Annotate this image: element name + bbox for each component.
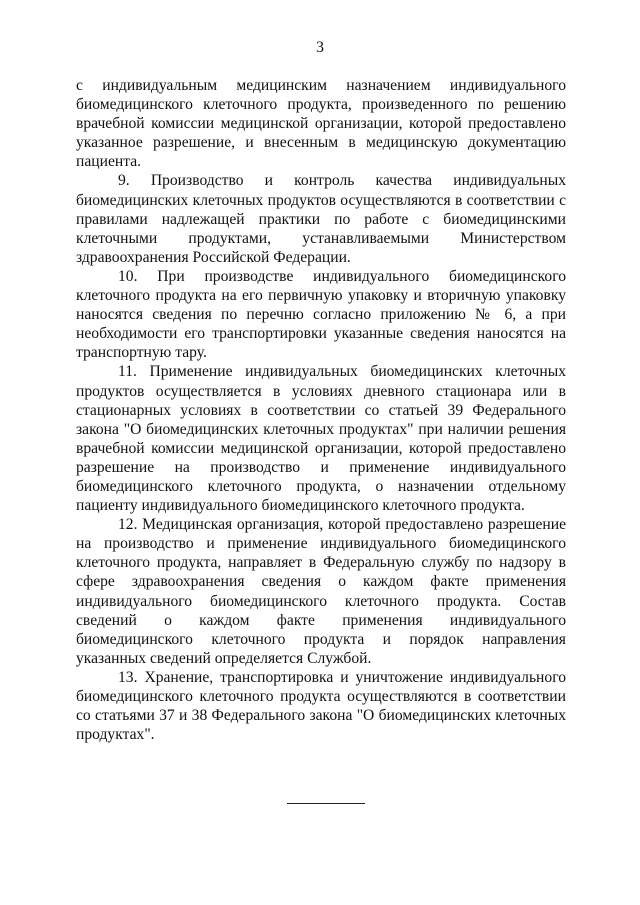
paragraph-continuation: с индивидуальным медицинским назначением индивидуального биомедицинского клеточного продукта, произведенного по решению врачебной комиссии медицинской организации, которой предоставлено указанное разрешение, и внесенным в медицинскую документацию пациента. xyxy=(76,77,566,171)
end-of-document-rule xyxy=(287,803,365,804)
paragraph-10-packaging: 10. При производстве индивидуального биомедицинского клеточного продукта на его первичную упаковку и вторичную упаковку наносятся сведения по перечню согласно приложению № 6, а при необходимости его транспортировки указанные сведения наносятся на транспортную тару. xyxy=(76,267,566,362)
paragraph-9-quality-control: 9. Производство и контроль качества индивидуальных биомедицинских клеточных продуктов осуществляются в соответствии с правилами надлежащей практики по работе с биомедицинскими клеточными продуктами, устанавливаемыми Министерством здравоохранения Российской Федерации. xyxy=(76,172,566,266)
document-body xyxy=(76,76,566,744)
paragraph-11-application: 11. Применение индивидуальных биомедицинских клеточных продуктов осуществляется в условиях дневного стационара или в стационарных условиях в соответствии со статьей 39 Федерального закона "О биомедицинских клеточных продуктах" при наличии решения врачебной комиссии медицинской организации, которой предоставлено разрешение на производство и применение индивидуального биомедицинского клеточного продукта, о назначении отдельному пациенту индивидуального биомедицинского клеточного продукта. xyxy=(76,363,566,515)
paragraph-13-storage: 13. Хранение, транспортировка и уничтожение индивидуального биомедицинского клеточного продукта осуществляются в соответствии со статьями 37 и 38 Федерального закона "О биомедицинских клеточных продуктах". xyxy=(76,668,566,744)
page-number: 3 xyxy=(316,39,324,56)
paragraph-12-reporting: 12. Медицинская организация, которой предоставлено разрешение на производство и применение индивидуального биомедицинского клеточного продукта, направляет в Федеральную службу по надзору в сфере здравоохранения сведения о каждом факте применения индивидуального биомедицинского клеточного продукта. Состав сведений о каждом факте применения индивидуального биомедицинского клеточного продукта и порядок направления указанных сведений определяется Службой. xyxy=(76,516,566,667)
